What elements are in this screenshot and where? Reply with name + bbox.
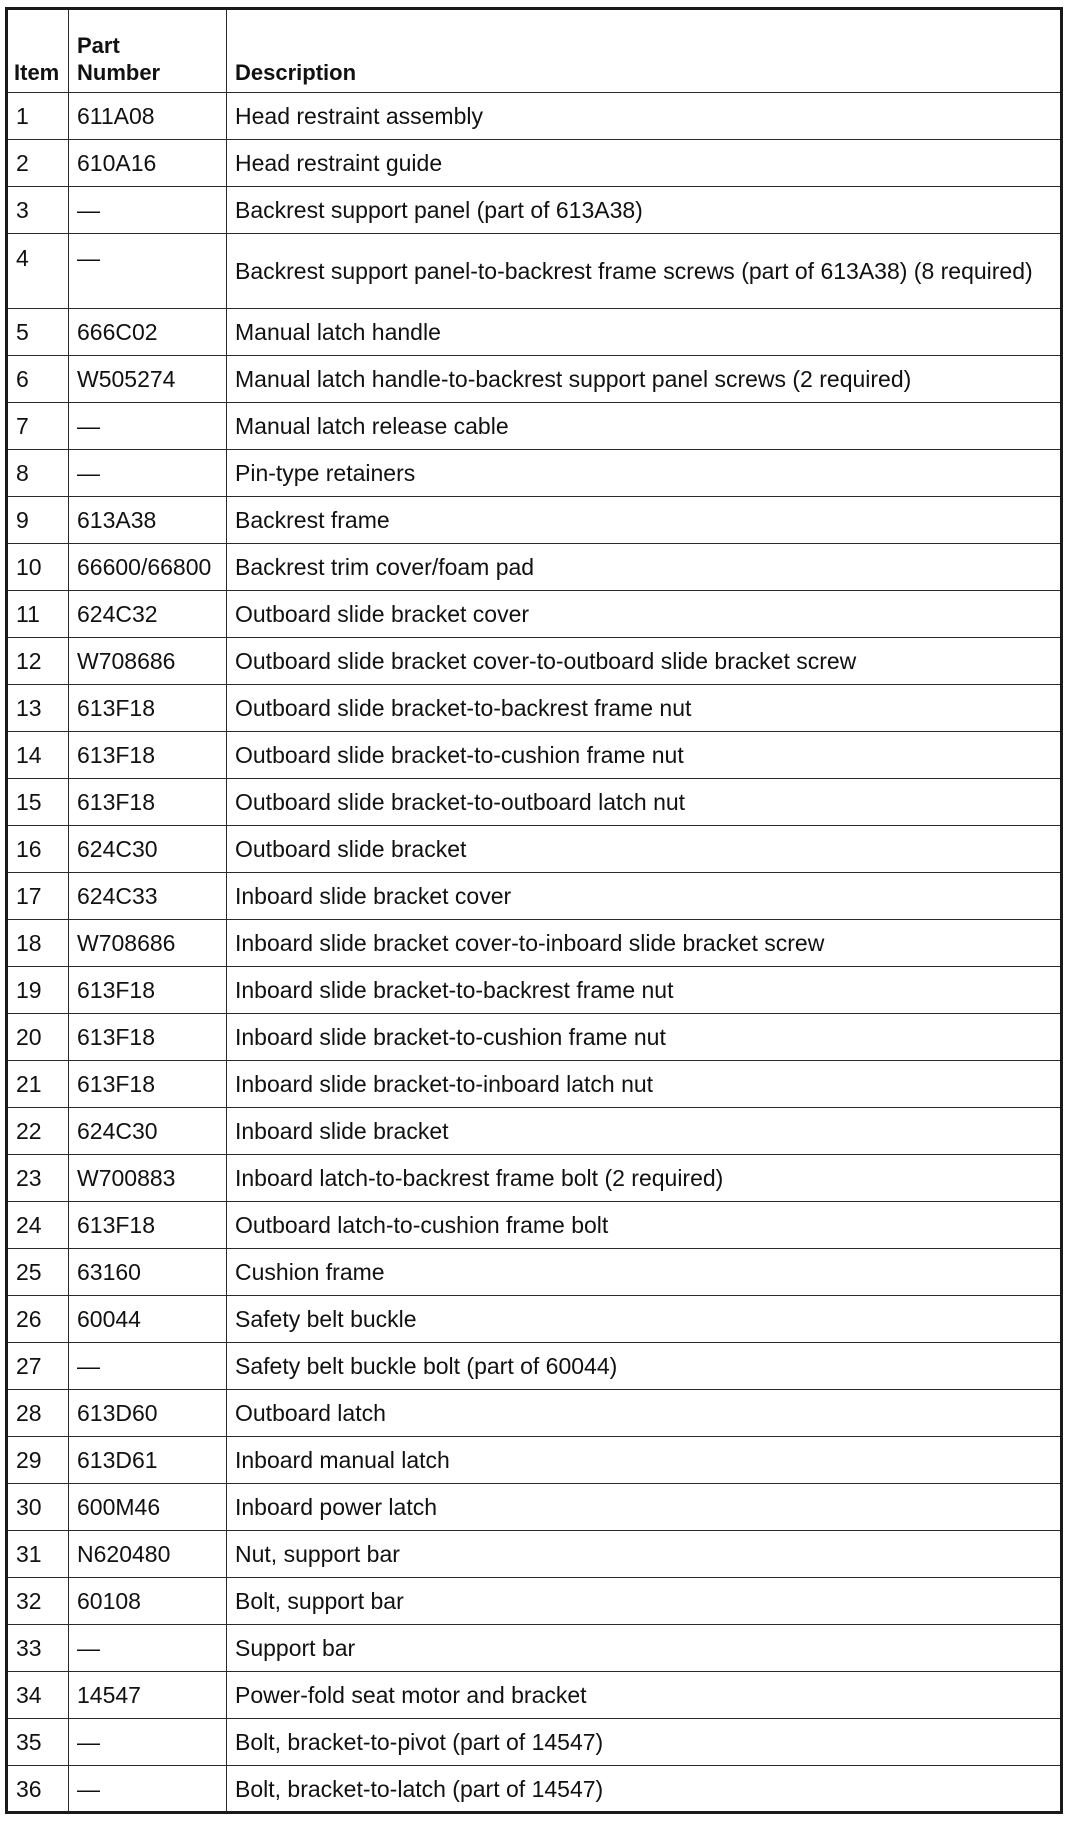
table-row (7, 1390, 1062, 1437)
description-cell: Safety belt buckle bolt (part of 60044) (227, 1343, 1062, 1390)
description-cell: Inboard slide bracket cover (227, 873, 1062, 920)
table-row (7, 1484, 1062, 1531)
description-cell: Power-fold seat motor and bracket (227, 1672, 1062, 1719)
item-cell: 20 (7, 1014, 69, 1061)
header-part-line2: Number (77, 60, 161, 85)
item-cell: 32 (7, 1578, 69, 1625)
description-cell: Outboard slide bracket cover (227, 591, 1062, 638)
item-cell: 6 (7, 356, 69, 403)
description-cell: Safety belt buckle (227, 1296, 1062, 1343)
table-row (7, 873, 1062, 920)
table-row (7, 1061, 1062, 1108)
part-number-cell: 600M46 (69, 1484, 227, 1531)
table-row (7, 779, 1062, 826)
table-header (7, 9, 1062, 93)
part-number-cell: — (69, 1719, 227, 1766)
item-cell: 27 (7, 1343, 69, 1390)
item-cell: 28 (7, 1390, 69, 1437)
description-cell: Outboard latch-to-cushion frame bolt (227, 1202, 1062, 1249)
table-row (7, 1437, 1062, 1484)
item-cell: 34 (7, 1672, 69, 1719)
table-row (7, 920, 1062, 967)
description-cell: Bolt, bracket-to-pivot (part of 14547) (227, 1719, 1062, 1766)
description-cell: Inboard manual latch (227, 1437, 1062, 1484)
part-number-cell: 613F18 (69, 1014, 227, 1061)
description-cell: Manual latch release cable (227, 403, 1062, 450)
header-part-number (69, 9, 227, 93)
table-row (7, 1108, 1062, 1155)
table-row (7, 309, 1062, 356)
item-cell: 18 (7, 920, 69, 967)
part-number-cell: 611A08 (69, 93, 227, 140)
part-number-cell: 624C32 (69, 591, 227, 638)
table-row (7, 187, 1062, 234)
description-cell: Outboard slide bracket-to-cushion frame nut (227, 732, 1062, 779)
item-cell: 4 (7, 234, 69, 309)
table-row (7, 497, 1062, 544)
part-number-cell: 666C02 (69, 309, 227, 356)
table-row (7, 1014, 1062, 1061)
item-cell: 33 (7, 1625, 69, 1672)
item-cell: 29 (7, 1437, 69, 1484)
item-cell: 15 (7, 779, 69, 826)
part-number-cell: 613F18 (69, 732, 227, 779)
part-number-cell: 60044 (69, 1296, 227, 1343)
part-number-cell: — (69, 403, 227, 450)
item-cell: 17 (7, 873, 69, 920)
item-cell: 7 (7, 403, 69, 450)
table-row (7, 1578, 1062, 1625)
header-row (7, 9, 1062, 93)
description-cell: Manual latch handle (227, 309, 1062, 356)
parts-table (5, 7, 1063, 1814)
item-cell: 30 (7, 1484, 69, 1531)
table-row (7, 1296, 1062, 1343)
item-cell: 11 (7, 591, 69, 638)
description-cell: Outboard slide bracket (227, 826, 1062, 873)
table-row (7, 450, 1062, 497)
description-cell: Pin-type retainers (227, 450, 1062, 497)
item-cell: 26 (7, 1296, 69, 1343)
description-cell: Outboard latch (227, 1390, 1062, 1437)
description-cell: Inboard slide bracket cover-to-inboard slide bracket screw (227, 920, 1062, 967)
header-description: Description (227, 9, 1062, 93)
description-cell: Inboard power latch (227, 1484, 1062, 1531)
table-row (7, 1249, 1062, 1296)
description-cell: Bolt, support bar (227, 1578, 1062, 1625)
table-row (7, 638, 1062, 685)
table-row (7, 732, 1062, 779)
table-row (7, 685, 1062, 732)
table-row (7, 1155, 1062, 1202)
description-cell: Backrest trim cover/foam pad (227, 544, 1062, 591)
part-number-cell: 613A38 (69, 497, 227, 544)
part-number-cell: 613F18 (69, 1202, 227, 1249)
description-cell: Inboard slide bracket-to-inboard latch nut (227, 1061, 1062, 1108)
part-number-cell: 613F18 (69, 685, 227, 732)
description-cell: Outboard slide bracket-to-outboard latch nut (227, 779, 1062, 826)
table-row (7, 967, 1062, 1014)
part-number-cell: W505274 (69, 356, 227, 403)
description-cell: Inboard latch-to-backrest frame bolt (2 required) (227, 1155, 1062, 1202)
description-cell: Support bar (227, 1625, 1062, 1672)
part-number-cell: 14547 (69, 1672, 227, 1719)
description-cell: Inboard slide bracket (227, 1108, 1062, 1155)
item-cell: 13 (7, 685, 69, 732)
part-number-cell: 613F18 (69, 967, 227, 1014)
item-cell: 3 (7, 187, 69, 234)
part-number-cell: 624C30 (69, 1108, 227, 1155)
table-row (7, 1672, 1062, 1719)
part-number-cell: 613F18 (69, 1061, 227, 1108)
table-row (7, 356, 1062, 403)
part-number-cell: W708686 (69, 920, 227, 967)
part-number-cell: — (69, 1625, 227, 1672)
description-cell: Outboard slide bracket-to-backrest frame nut (227, 685, 1062, 732)
item-cell: 9 (7, 497, 69, 544)
description-cell: Cushion frame (227, 1249, 1062, 1296)
item-cell: 25 (7, 1249, 69, 1296)
item-cell: 16 (7, 826, 69, 873)
part-number-cell: — (69, 187, 227, 234)
description-cell: Outboard slide bracket cover-to-outboard slide bracket screw (227, 638, 1062, 685)
table-row (7, 234, 1062, 309)
part-number-cell: W700883 (69, 1155, 227, 1202)
part-number-cell: 613D60 (69, 1390, 227, 1437)
part-number-cell: 66600/66800 (69, 544, 227, 591)
item-cell: 10 (7, 544, 69, 591)
item-cell: 22 (7, 1108, 69, 1155)
header-part-line1: Part (77, 33, 120, 58)
part-number-cell: 624C33 (69, 873, 227, 920)
item-cell: 14 (7, 732, 69, 779)
item-cell: 35 (7, 1719, 69, 1766)
description-cell: Head restraint assembly (227, 93, 1062, 140)
table-body (7, 93, 1062, 1813)
table-row (7, 544, 1062, 591)
part-number-cell: 613D61 (69, 1437, 227, 1484)
part-number-cell: 613F18 (69, 779, 227, 826)
part-number-cell: — (69, 234, 227, 309)
part-number-cell: W708686 (69, 638, 227, 685)
table-row (7, 1202, 1062, 1249)
table-row (7, 1625, 1062, 1672)
description-cell: Backrest frame (227, 497, 1062, 544)
description-cell: Head restraint guide (227, 140, 1062, 187)
description-cell: Backrest support panel (part of 613A38) (227, 187, 1062, 234)
item-cell: 12 (7, 638, 69, 685)
item-cell: 19 (7, 967, 69, 1014)
table-row (7, 1531, 1062, 1578)
description-cell: Inboard slide bracket-to-cushion frame nut (227, 1014, 1062, 1061)
table-row (7, 1719, 1062, 1766)
description-cell: Bolt, bracket-to-latch (part of 14547) (227, 1766, 1062, 1813)
table-row (7, 140, 1062, 187)
item-cell: 31 (7, 1531, 69, 1578)
table-row (7, 1343, 1062, 1390)
part-number-cell: N620480 (69, 1531, 227, 1578)
item-cell: 1 (7, 93, 69, 140)
header-item: Item (7, 9, 69, 93)
part-number-cell: 610A16 (69, 140, 227, 187)
part-number-cell: — (69, 450, 227, 497)
item-cell: 24 (7, 1202, 69, 1249)
item-cell: 36 (7, 1766, 69, 1813)
table-row (7, 591, 1062, 638)
part-number-cell: — (69, 1766, 227, 1813)
table-row (7, 403, 1062, 450)
item-cell: 21 (7, 1061, 69, 1108)
part-number-cell: — (69, 1343, 227, 1390)
item-cell: 5 (7, 309, 69, 356)
table-row (7, 1766, 1062, 1813)
part-number-cell: 60108 (69, 1578, 227, 1625)
table-row (7, 826, 1062, 873)
part-number-cell: 624C30 (69, 826, 227, 873)
item-cell: 2 (7, 140, 69, 187)
description-cell: Inboard slide bracket-to-backrest frame nut (227, 967, 1062, 1014)
part-number-cell: 63160 (69, 1249, 227, 1296)
description-cell: Manual latch handle-to-backrest support panel screws (2 required) (227, 356, 1062, 403)
table-row (7, 93, 1062, 140)
description-cell: Nut, support bar (227, 1531, 1062, 1578)
item-cell: 8 (7, 450, 69, 497)
description-cell: Backrest support panel-to-backrest frame screws (part of 613A38) (8 required) (227, 234, 1062, 309)
item-cell: 23 (7, 1155, 69, 1202)
